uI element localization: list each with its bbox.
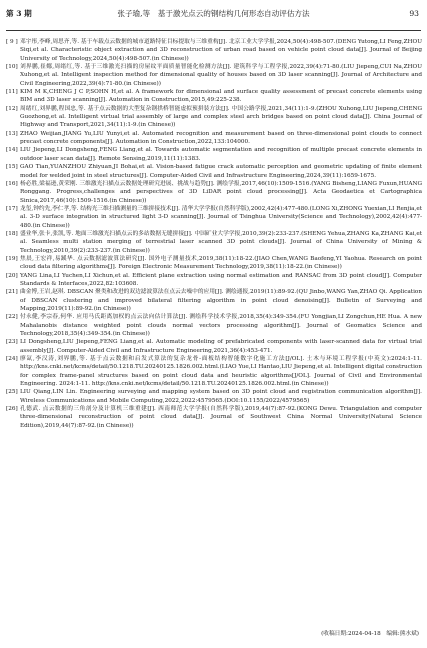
reference-number: [19]: [6, 255, 18, 262]
reference-text: 周绪红,刘界鹏,程国忠,等. 基于点云数据的大型复杂钢拱桥智能虚拟预拼装方法[J]. 中国公路学报,2021,34(11):1-9.(ZHOU Xuhong,LIU Jiepeng,CHENG Guozhong,et al. Intelligent virtual trial assembly of large and complex steel arch bridges based on point cloud data[J]. China Journal of Highway and Transport,2021,34(11):1-9.(in Chinese)): [20, 105, 422, 129]
reference-entry: [6, 63, 422, 88]
reference-number: [23]: [6, 339, 18, 346]
reference-number: [ 9 ]: [6, 39, 18, 45]
reference-text: ZHAO Weijian,JIANG Yu,LIU Yunyi,et al. Automated recognition and measurement based on three-dimensional point clouds to connect precast concrete components[J]. Automation in Construction,2022,133:104000.: [20, 130, 422, 146]
reference-text: 廖氙,李汉涛,刘界鹏,等. 基于点云数据和启发式算法的复杂龙骨-面板结构智能数字化施工方法[J/OL]. 土木与环境工程学报(中英文):2024:1-11. http://kns.cnki.net/kcms/detail/50.1218.TU.20240125.1826.002.html.(LIAO Yue,LI Hantao,LIU Jiepeng,et al. Intelligent digital construction for complex frame-panel structures based on point cloud data and heuristic algorithms[J/OL]. Journal of Civil and Environmental Engineering. 2024:1-11. http://kns.cnki.net/kcms/detail/50.1218.TU.20240125.1826.002.html.(in Chinese)): [20, 356, 422, 388]
reference-text: 邓宇彤,李峰,周思齐,等. 基于车载点云数据的城市道路特征目标提取与三维重构[J]. 北京工业大学学报,2024,50(4):498-507.(DENG Yutong,LI Feng,ZHOU Siqi,et al. Characteristic object extraction and 3D reconstruction of urban road based on vehicle point cloud data[J]. Journal of Beijing University of Technology,2024,50(4):498-507.(in Chinese)): [20, 39, 422, 62]
reference-number: [26]: [6, 406, 18, 413]
header-rule: [6, 30, 421, 31]
reference-entry: [6, 105, 422, 130]
reference-text: LIU Jiepeng,LI Dongsheng,FENG Liang,et al. Towards automatic segmentation and recognition of multiple precast concrete elements in outdoor laser scan data[J]. Remote Sensing,2019,11(11):1383.: [20, 147, 422, 162]
reference-text: 焦晨,王宏祥,易蹊华. 点云数据滤波算法研究[J]. 国外电子测量技术,2019,38(11):18-22.(JIAO Chen,WANG Baofeng,YI Yaohua. Research on point cloud data filtering algorithms[J]. Foreign Electronic Measurement Technology,2019,38(11):18-22.(in Chinese)): [20, 255, 422, 271]
running-header: [6, 6, 421, 22]
issue-label: 第 3 期: [6, 9, 32, 18]
reference-number: [18]: [6, 230, 18, 237]
reference-entry: [6, 355, 422, 388]
reference-number: [21]: [6, 289, 18, 296]
reference-entry: [6, 146, 422, 163]
reference-entry: [6, 88, 422, 105]
reference-entry: [6, 130, 422, 147]
reference-text: 龙玺,钟约先,李仁孝,等. 结构光三维扫描测量的三维拼接技术[J]. 清华大学学报(自然科学版),2002,42(4):477-480.(LONG Xi,ZHONG Yuexian,LI Renjia,et al. 3-D surface integration in structured light 3-D scanning[J]. Journal of Tsinghua University(Science and Technology),2002,42(4):477-480.(in Chinese)): [20, 205, 422, 229]
reference-number: [20]: [6, 272, 18, 279]
reference-number: [22]: [6, 314, 18, 321]
reference-entry: [6, 38, 422, 63]
reference-number: [17]: [6, 205, 18, 212]
reference-number: [24]: [6, 356, 18, 363]
reference-number: [12]: [6, 105, 18, 112]
reference-text: 曲金博,王岩,赵琪. DBSCAN 聚类和改进的双边滤波算法在点云去噪中的应用[J]. 测绘通报,2019(11):89-92.(QU Jinbo,WANG Yan,ZHAO Qi. Application of DBSCAN clustering and improved bilateral filtering algorithm in point cloud denoising[J]. Bulletin of Surveying and Mapping,2019(11):89-92.(in Chinese)): [20, 289, 422, 312]
received-date-note: (收稿日期:2024-04-18 编辑:熊水斌): [321, 631, 419, 637]
reference-entry: [6, 338, 422, 355]
reference-entry: [6, 288, 422, 313]
reference-text: 刘界鹏,崔娜,周绪红,等. 基于三维激光扫描的房屋纹平面质量智能化检测方法[J]. 建筑科学与工程学报,2022,39(4):71-80.(LIU Jiepeng,CUI Na,ZHOU Xuhong,et al. Intelligent inspection method for dimensional quality of houses based on 3D laser scanning[J]. Journal of Architecture and Civil Engineering,2022,39(4):71-80.(in Chinese)): [20, 64, 422, 87]
reference-number: [10]: [6, 64, 18, 71]
reference-list: [6, 38, 422, 430]
reference-text: 孔德武. 点云数据的三角剖分及计算机三维重建[J]. 西南师范大学学报(自然科学版),2019,44(7):87-92.(KONG Dewu. Triangulation and computer three-dimensional reconstruction of point cloud data[J]. Journal of Southwest China Normal University(Natural Science Edition),2019,44(7):87-92.(in Chinese)): [20, 406, 422, 429]
page-number: 93: [409, 9, 419, 18]
running-title: 张子瑜,等 基于激光点云的钢结构几何形态自动评估方法: [117, 9, 310, 18]
reference-entry: [6, 255, 422, 272]
reference-entry: [6, 180, 422, 205]
reference-text: YANG Lina,LI Yuchen,LI Xichun,et al. Efficient plane extraction using normal estimation and RANSAC from 3D point cloud[J]. Computer Standards & Interfaces,2022,82:103608.: [20, 272, 422, 287]
reference-entry: [6, 313, 422, 338]
reference-entry: [6, 405, 422, 430]
reference-text: 杨必胜,梁福逊,黄荣刚. 三维激光扫描点云数据处理研究进展、挑战与趋势[J]. 测绘学报,2017,46(10):1509-1516.(YANG Bisheng,LIANG Fuxun,HUANG Ronggang. Progress,challenges and perspectives of 3D LiDAR point cloud processing[J]. Acta Geodaetica et Cartographica Sinica,2017,46(10):1509-1516.(in Chinese)): [20, 180, 422, 204]
reference-number: [16]: [6, 180, 18, 187]
reference-number: [15]: [6, 164, 18, 171]
reference-entry: [6, 272, 422, 289]
reference-number: [13]: [6, 130, 18, 137]
reference-text: KIM M K,CHENG J C P,SOHN H,et al. A framework for dimensional and surface quality assessment of precast concrete elements using BIM and 3D laser scanning[J]. Automation in Construction,2015,49:225-238.: [20, 89, 422, 104]
reference-number: [25]: [6, 389, 18, 396]
reference-number: [14]: [6, 147, 18, 154]
reference-entry: [6, 205, 422, 230]
reference-number: [11]: [6, 89, 18, 96]
reference-text: LIU Qiang,LIN Lin. Engineering surveying and mapping system based on 3D point cloud and registration communication algorithm[J]. Wireless Communications and Mobile Computing,2022,2022:4579565.(DOI:10.1155/2022/4579565): [20, 389, 422, 404]
reference-text: 付永健,李宗春,何华. 应用马氏距离加权的点云法向估计算法[J]. 测绘科学技术学报,2018,35(4):349-354.(FU Yongjian,LI Zongchun,HE Hua. A new Mahalanobis distance weighted point clouds normal vectors processing algorithm[J]. Journal of Geomatics Science and Technology,2018,35(4):349-354.(in Chinese)): [20, 314, 422, 338]
reference-entry: [6, 388, 422, 405]
reference-text: 盛业华,张卡,张凯,等. 地面三维激光扫描点云的多站数据无缝拼接[J]. 中国矿业大学学报,2010,39(2):233-237.(SHENG Yehua,ZHANG Ka,ZHANG Kai,et al. Seamless multi station merging of terrestrial laser scanned 3D point clouds[J]. Journal of China University of Mining & Technology,2010,39(2):233-237.(in Chinese)): [20, 230, 422, 254]
reference-entry: [6, 163, 422, 180]
reference-text: LI Dongsheng,LIU Jiepeng,FENG Liang,et al. Automatic modeling of prefabricated components with laser-scanned data for virtual trial assembly[J]. Computer-Aided Civil and Infrastructure Engineering,2021,36(4):453-471.: [20, 339, 422, 354]
reference-text: GAO Tian,YUANZHOU Zhiyuan,JI Bohai,et al. Vision-based fatigue crack automatic perception and geometric updating of finite element model for welded joint in steel structures[J]. Computer-Aided Civil and Infrastructure Engineering,2024,39(11):1659-1675.: [20, 164, 422, 179]
reference-entry: [6, 230, 422, 255]
